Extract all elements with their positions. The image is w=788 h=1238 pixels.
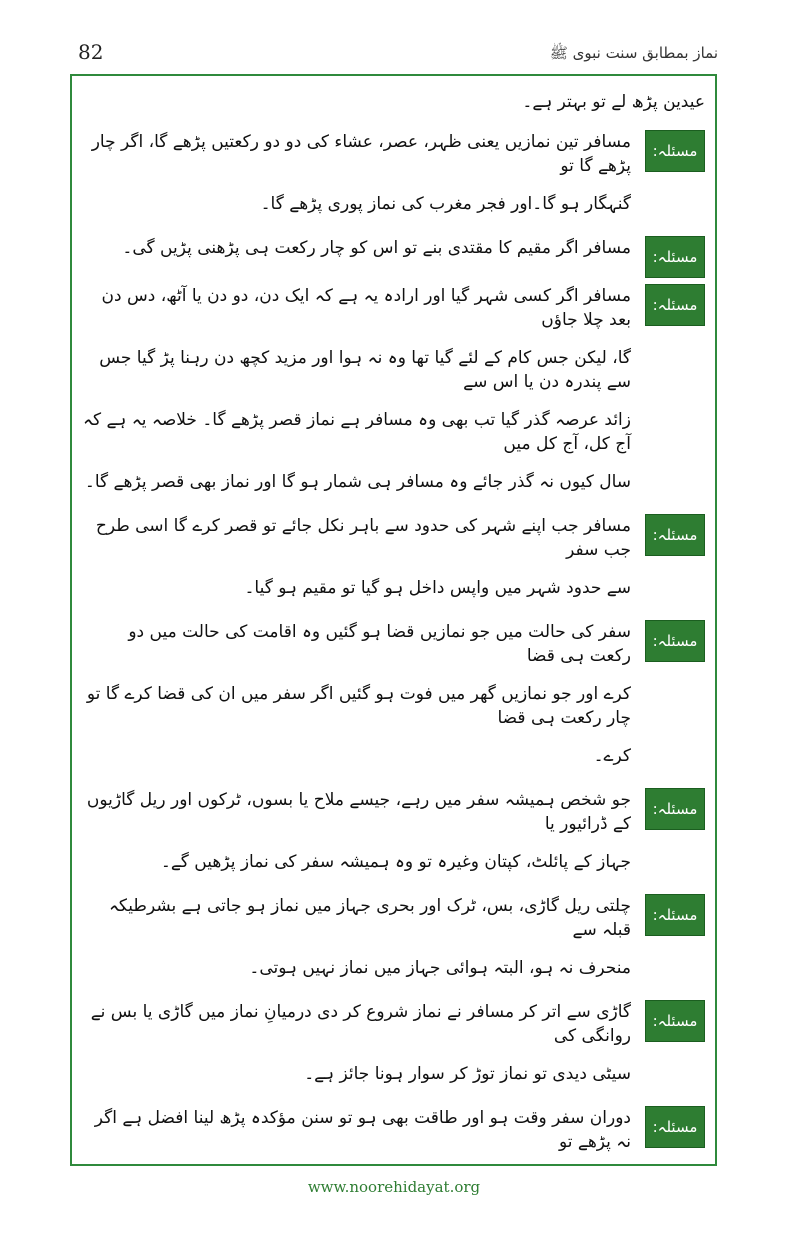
ruling-line: سیٹی دیدی تو نماز توڑ کر سوار ہونا جائز ہے۔	[304, 1064, 631, 1084]
ruling-text	[82, 788, 631, 888]
ruling-entry	[82, 514, 705, 614]
ruling-line: مسافر جب اپنے شہر کی حدود سے باہر نکل جائے تو قصر کرے گا اسی طرح جب سفر	[95, 516, 631, 560]
ruling-line: مسافر اگر مقیم کا مقتدی بنے تو اس کو چار رکعت ہی پڑھنی پڑیں گی۔	[122, 238, 631, 258]
ruling-text	[82, 236, 631, 274]
ruling-entry	[82, 620, 705, 782]
ruling-entry	[82, 1000, 705, 1100]
ruling-line: مسافر اگر کسی شہر گیا اور ارادہ یہ ہے کہ ایک دن، دو دن یا آٹھ، دس دن بعد چلا جاؤں	[101, 286, 631, 330]
ruling-entry	[82, 284, 705, 508]
ruling-line: چلتی ریل گاڑی، بس، ٹرک اور بحری جہاز میں نماز ہو جاتی ہے بشرطیکہ قبلہ سے	[108, 896, 631, 940]
ruling-entry	[82, 894, 705, 994]
ruling-text	[82, 894, 631, 994]
content-frame	[70, 74, 717, 1166]
ruling-text	[82, 620, 631, 782]
footer-website: www.noorehidayat.org	[307, 1178, 481, 1196]
ruling-line: کرے اور جو نمازیں گھر میں فوت ہو گئیں اگر سفر میں ان کی قضا کرے گا تو چار رکعت ہی قضا	[86, 684, 631, 728]
ruling-line: گنہگار ہو گا۔اور فجر مغرب کی نماز پوری پڑھے گا۔	[260, 194, 631, 214]
ruling-text	[82, 1000, 631, 1100]
ruling-line: گاڑی سے اتر کر مسافر نے نماز شروع کر دی درمیانِ نماز میں گاڑی یا بس نے روانگی کی	[90, 1002, 631, 1046]
ruling-line: مسافر تین نمازیں یعنی ظہر، عصر، عشاء کی دو دو رکعتیں پڑھے گا، اگر چار پڑھے گا تو	[91, 132, 631, 176]
ruling-entry	[82, 130, 705, 230]
ruling-text	[82, 514, 631, 614]
masala-badge: مسئلہ:	[645, 894, 705, 936]
ruling-list	[82, 130, 705, 1168]
ruling-line: سے حدود شہر میں واپس داخل ہو گیا تو مقیم ہو گیا۔	[244, 578, 631, 598]
running-title: نماز بمطابق سنت نبوی ﷺ	[549, 44, 718, 62]
ruling-text	[82, 130, 631, 230]
ruling-line: دوران سفر وقت ہو اور طاقت بھی ہو تو سنن مؤکدہ پڑھ لینا افضل ہے اگر نہ پڑھے تو	[94, 1108, 631, 1152]
masala-badge: مسئلہ:	[645, 514, 705, 556]
masala-badge: مسئلہ:	[645, 236, 705, 278]
ruling-line: جو شخص ہمیشہ سفر میں رہے، جیسے ملاح یا بسوں، ٹرکوں اور ریل گاڑیوں کے ڈرائیور یا	[86, 790, 631, 834]
ruling-line: زائد عرصہ گذر گیا تب بھی وہ مسافر ہے نماز قصر پڑھے گا۔ خلاصہ یہ ہے کہ آج کل، آج کل میں	[83, 410, 631, 454]
ruling-line: جہاز کے پائلٹ، کپتان وغیرہ تو وہ ہمیشہ سفر کی نماز پڑھیں گے۔	[160, 852, 631, 872]
ruling-line: منحرف نہ ہو، البتہ ہوائی جہاز میں نماز نہیں ہوتی۔	[249, 958, 631, 978]
ruling-entry	[82, 1106, 705, 1168]
page-number: 82	[78, 40, 104, 64]
masala-badge: مسئلہ:	[645, 1106, 705, 1148]
ruling-line: گا، لیکن جس کام کے لئے گیا تھا وہ نہ ہوا اور مزید کچھ دن رہنا پڑ گیا جس سے پندرہ دن یا اس سے	[99, 348, 631, 392]
page-header	[70, 40, 718, 70]
ruling-line: سفر کی حالت میں جو نمازیں قضا ہو گئیں وہ اقامت کی حالت میں دو رکعت ہی قضا	[128, 622, 631, 666]
masala-badge: مسئلہ:	[645, 1000, 705, 1042]
ruling-line: سال کیوں نہ گذر جائے وہ مسافر ہی شمار ہو گا اور نماز بھی قصر پڑھے گا۔	[84, 472, 631, 492]
ruling-entry	[82, 236, 705, 278]
masala-badge: مسئلہ:	[645, 284, 705, 326]
masala-badge: مسئلہ:	[645, 130, 705, 172]
ruling-text	[82, 284, 631, 508]
masala-badge: مسئلہ:	[645, 788, 705, 830]
ruling-entry	[82, 788, 705, 888]
ruling-line: کرے۔	[593, 746, 631, 766]
masala-badge: مسئلہ:	[645, 620, 705, 662]
intro-line: عیدین پڑھ لے تو بہتر ہے۔	[522, 92, 705, 112]
ruling-text	[82, 1106, 631, 1168]
